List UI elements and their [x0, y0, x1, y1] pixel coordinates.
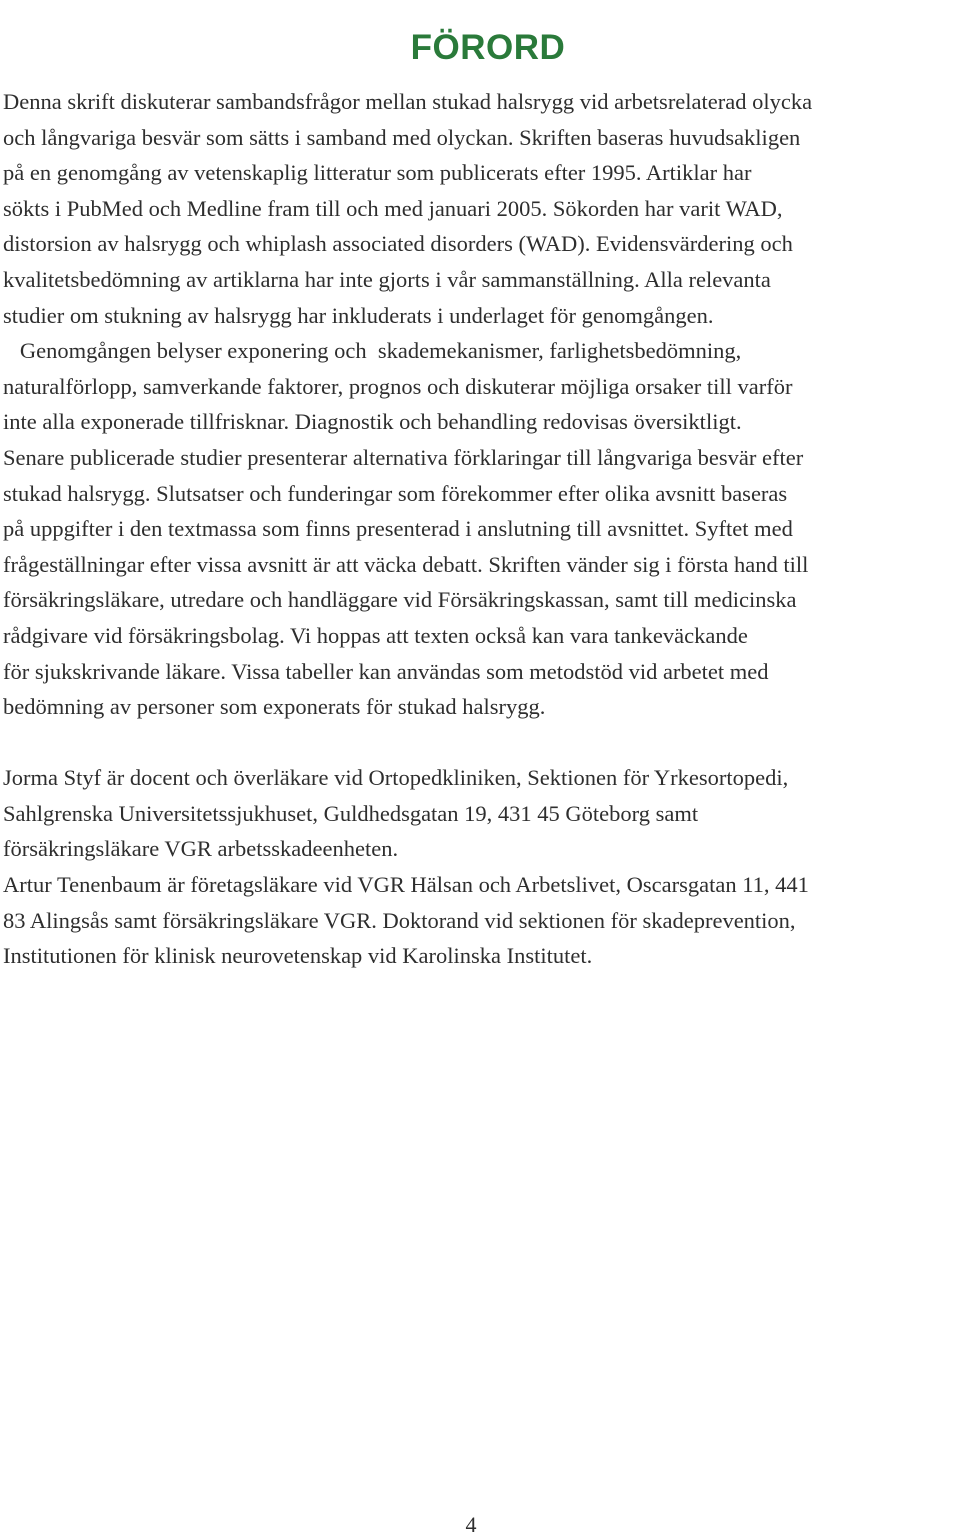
- document-body: [3, 84, 960, 974]
- text-line: Institutionen för klinisk neurovetenskap vid Karolinska Institutet.: [3, 943, 593, 969]
- paragraph-authors: [3, 760, 960, 974]
- text-line: 83 Alingsås samt försäkringsläkare VGR. Doktorand vid sektionen för skadeprevention,: [3, 907, 796, 933]
- text-line: kvalitetsbedömning av artiklarna har inte gjorts i vår sammanställning. Alla relevanta: [3, 266, 771, 292]
- text-line: bedömning av personer som exponerats för stukad halsrygg.: [3, 694, 546, 720]
- text-line: stukad halsrygg. Slutsatser och funderingar som förekommer efter olika avsnitt baseras: [3, 480, 788, 506]
- text-line: försäkringsläkare, utredare och handläggare vid Försäkringskassan, samt till medicinska: [3, 587, 797, 613]
- text-line: för sjukskrivande läkare. Vissa tabeller kan användas som metodstöd vid arbetet med: [3, 658, 769, 684]
- text-line: Artur Tenenbaum är företagsläkare vid VGR Hälsan och Arbetslivet, Oscarsgatan 11, 441: [3, 872, 809, 898]
- text-line: Sahlgrenska Universitetssjukhuset, Guldhedsgatan 19, 431 45 Göteborg samt: [3, 800, 699, 826]
- text-line: Genomgången belyser exponering och skademekanismer, farlighetsbedömning,: [3, 338, 742, 364]
- text-line: Denna skrift diskuterar sambandsfrågor mellan stukad halsrygg vid arbetsrelaterad olycka: [3, 89, 813, 114]
- page-title: FÖRORD: [410, 28, 566, 68]
- page-number: 4: [465, 1512, 477, 1537]
- text-line: distorsion av halsrygg och whiplash associated disorders (WAD). Evidensvärdering och: [3, 231, 793, 257]
- text-line: naturalförlopp, samverkande faktorer, prognos och diskuterar möjliga orsaker till varför: [3, 373, 793, 399]
- text-line: på en genomgång av vetenskaplig litteratur som publicerats efter 1995. Artiklar har: [3, 160, 752, 186]
- text-line: Senare publicerade studier presenterar alternativa förklaringar till långvariga besvär efter: [3, 444, 804, 470]
- paragraph-spacer: [3, 725, 960, 761]
- text-line: Jorma Styf är docent och överläkare vid Ortopedkliniken, Sektionen för Yrkesortopedi,: [3, 765, 789, 791]
- paragraph-introduction: [3, 84, 960, 725]
- text-line: på uppgifter i den textmassa som finns presenterad i anslutning till avsnittet. Syftet med: [3, 516, 793, 542]
- text-line: försäkringsläkare VGR arbetsskadeenheten.: [3, 836, 399, 862]
- text-line: frågeställningar efter vissa avsnitt är att väcka debatt. Skriften vänder sig i första hand till: [3, 551, 809, 577]
- text-line: rådgivare vid försäkringsbolag. Vi hoppas att texten också kan vara tankeväckande: [3, 622, 748, 648]
- text-line: sökts i PubMed och Medline fram till och med januari 2005. Sökorden har varit WAD,: [3, 195, 783, 221]
- text-line: studier om stukning av halsrygg har inkluderats i underlaget för genomgången.: [3, 302, 714, 328]
- text-line: inte alla exponerade tillfrisknar. Diagnostik och behandling redovisas översiktligt.: [3, 409, 742, 435]
- text-line: och långvariga besvär som sätts i samband med olyckan. Skriften baseras huvudsakligen: [3, 124, 801, 150]
